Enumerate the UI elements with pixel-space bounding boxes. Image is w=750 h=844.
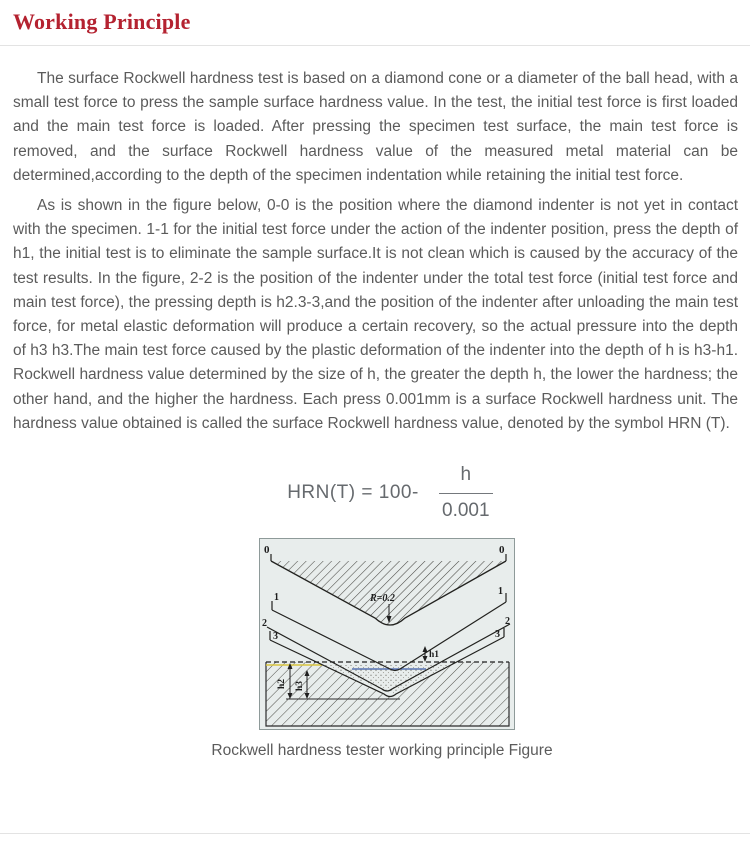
figure-caption: Rockwell hardness tester working principle Figure xyxy=(211,742,553,760)
label-h3: h3 xyxy=(295,681,305,692)
page-title: Working Principle xyxy=(13,9,191,34)
label-0-right: 0 xyxy=(499,544,505,557)
paragraph-figure-explanation: As is shown in the figure below, 0-0 is the position where the diamond indenter is not yet in contact with the specimen. 1-1 for the initial test force under the action of the indenter position, press the depth of h1, the initial test is to eliminate the sample surface.It is not clean which is caused by the accuracy of the test results. In the figure, 2-2 is the position of the indenter under the total test force (initial test force and main test force), the pressing depth is h2.3-3,and the position of the indenter after unloading the main test force, for metal elastic deformation will produce a certain recovery, so the actual pressure into the depth of h3 h3.The main test force caused by the plastic deformation of the indenter into the depth of h is h3-h1. Rockwell hardness value determined by the size of h, the greater the depth h, the lower the hardness; the other hand, and the higher the hardness. Each press 0.001mm is a surface Rockwell hardness unit. The hardness value obtained is called the surface Rockwell hardness value, denoted by the symbol HRN (T). xyxy=(13,197,738,432)
label-0-left: 0 xyxy=(264,544,270,557)
working-principle-diagram xyxy=(260,539,514,729)
formula-fraction xyxy=(439,464,493,522)
article-body xyxy=(13,67,738,436)
working-principle-figure xyxy=(259,538,515,730)
label-3-right: 3 xyxy=(495,629,500,641)
hardness-formula xyxy=(15,464,750,522)
figure-wrapper xyxy=(12,538,750,730)
label-2-left: 2 xyxy=(262,618,267,630)
label-1-right: 1 xyxy=(498,586,503,598)
bottom-divider xyxy=(0,833,750,834)
formula-numerator: h xyxy=(460,464,472,486)
label-h2: h2 xyxy=(277,679,287,690)
label-h1: h1 xyxy=(429,650,440,661)
paragraph-test-principle: The surface Rockwell hardness test is based on a diamond cone or a diameter of the ball head, with a small test force to press the sample surface hardness value. In the test, the initial test force is first loaded and the main test force is loaded. After pressing the specimen test surface, the main test force is removed, and the surface Rockwell hardness value of the measured metal material can be determined,according to the depth of the specimen indentation while retaining the initial test force. xyxy=(13,70,738,184)
label-radius: R=0.2 xyxy=(370,593,395,605)
title-divider xyxy=(0,45,750,46)
formula-denominator: 0.001 xyxy=(442,500,490,522)
label-2-right: 2 xyxy=(505,616,510,628)
label-1-left: 1 xyxy=(274,592,279,604)
label-3-left: 3 xyxy=(273,631,278,643)
formula-lhs: HRN(T) = 100- xyxy=(287,482,419,504)
